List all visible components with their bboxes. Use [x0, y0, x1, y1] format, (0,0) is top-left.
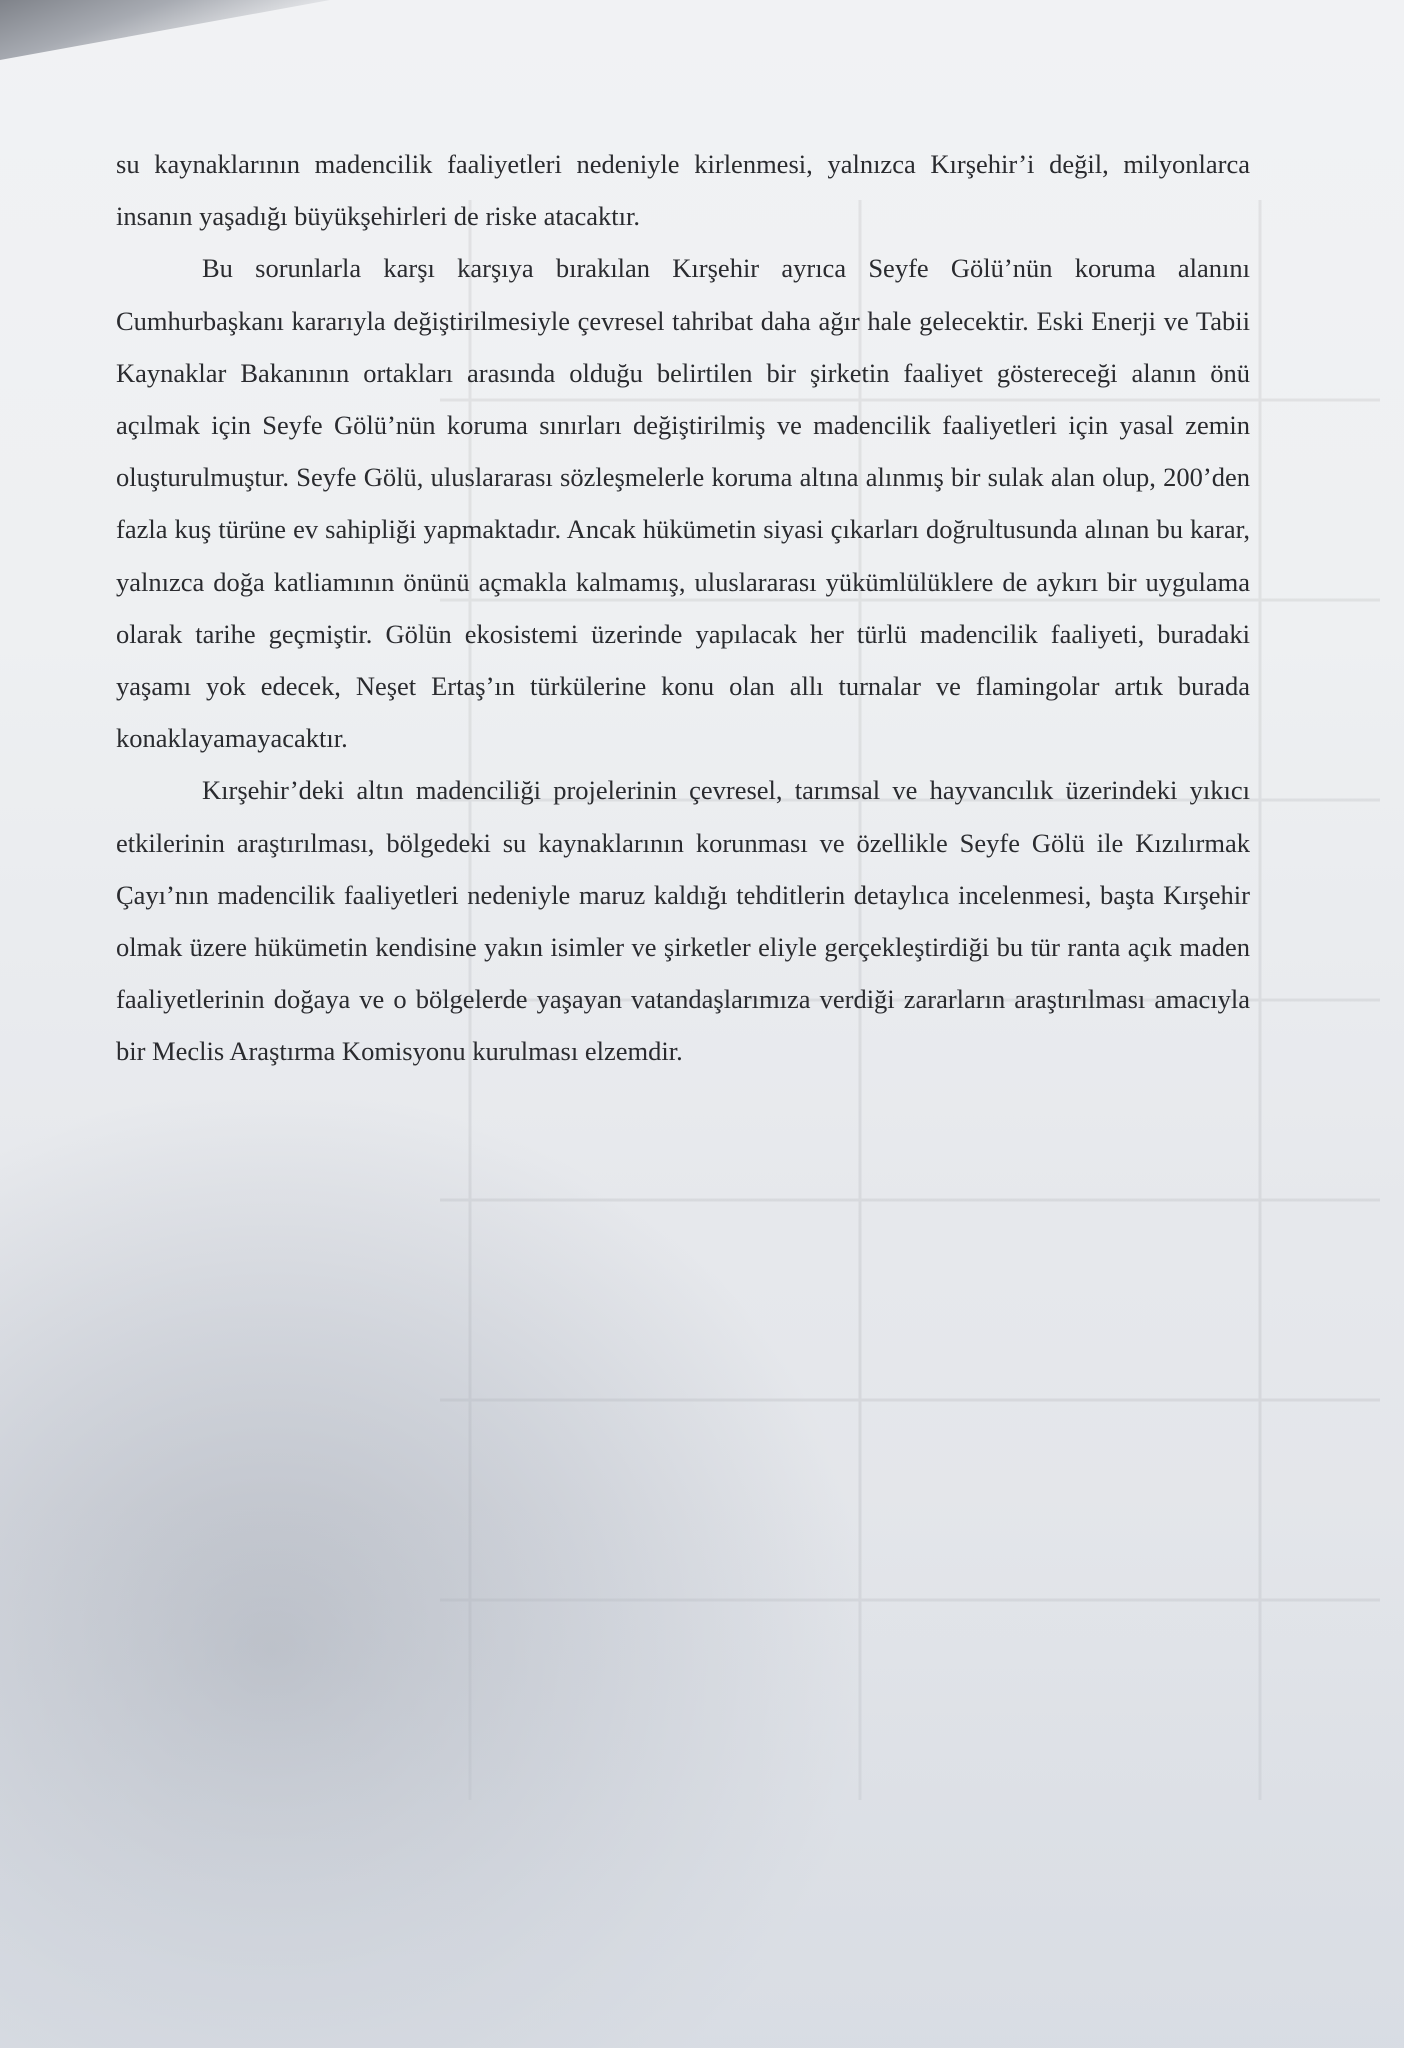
paragraph-3: Kırşehir’deki altın madenciliği projelerinin çevresel, tarımsal ve hayvancılık üzerindeki yıkıcı etkilerinin araştırılması, bölgedeki su kaynaklarının korunması ve özellikle Seyfe Gölü ile Kızılırmak Çayı’nın madencilik faaliyetleri nedeniyle maruz kaldığı tehditlerin detaylıca incelenmesi, başta Kırşehir olmak üzere hükümetin kendisine yakın isimler ve şirketler eliyle gerçekleştirdiği bu tür ranta açık maden faaliyetlerinin doğaya ve o bölgelerde yaşayan vatandaşlarımıza verdiği zararların araştırılması amacıyla bir Meclis Araştırma Komisyonu kurulması elzemdir. — [116, 775, 1250, 1067]
paragraph-2: Bu sorunlarla karşı karşıya bırakılan Kırşehir ayrıca Seyfe Gölü’nün koruma alanını Cumhurbaşkanı kararıyla değiştirilmesiyle çevresel tahribat daha ağır hale gelecektir. Eski Enerji ve Tabii Kaynaklar Bakanının ortakları arasında olduğu belirtilen bir şirketin faaliyet göstereceği alanın önü açılmak için Seyfe Gölü’nün koruma sınırları değiştirilmiş ve madencilik faaliyetleri için yasal zemin oluşturulmuştur. Seyfe Gölü, uluslararası sözleşmelerle koruma altına alınmış bir sulak alan olup, 200’den fazla kuş türüne ev sahipliği yapmaktadır. Ancak hükümetin siyasi çıkarları doğrultusunda alınan bu karar, yalnızca doğa katliamının önünü açmakla kalmamış, uluslararası yükümlülüklere de aykırı bir uygulama olarak tarihe geçmiştir. Gölün ekosistemi üzerinde yapılacak her türlü madencilik faaliyeti, buradaki yaşamı yok edecek, Neşet Ertaş’ın türkülerine konu olan allı turnalar ve flamingolar artık burada konaklayamayacaktır. — [116, 253, 1250, 754]
paragraph-1: su kaynaklarının madencilik faaliyetleri nedeniyle kirlenmesi, yalnızca Kırşehir’i değil, milyonlarca insanın yaşadığı büyükşehirleri de riske atacaktır. — [116, 149, 1250, 232]
body-text — [116, 138, 1250, 1078]
